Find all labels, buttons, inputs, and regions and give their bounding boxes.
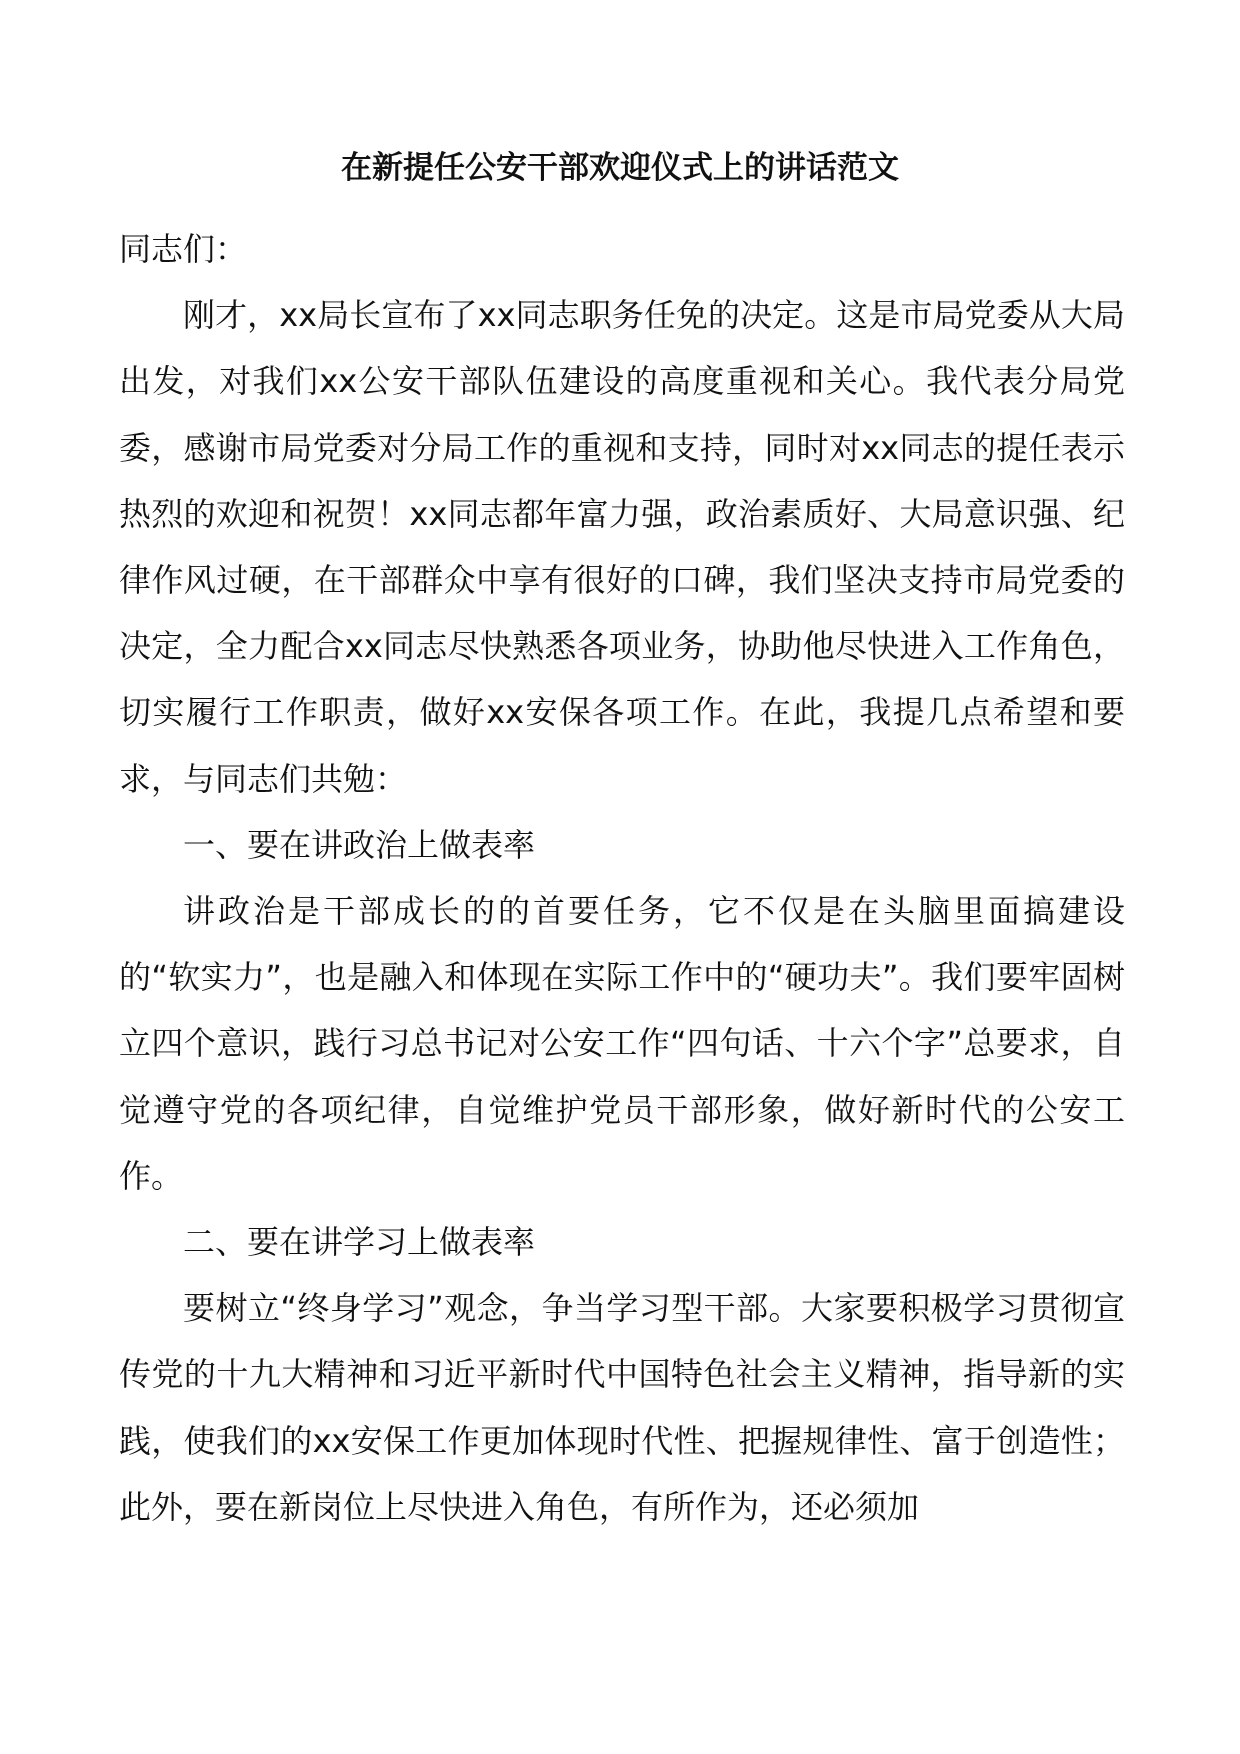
heading-learning: 二、要在讲学习上做表率	[183, 1223, 536, 1262]
paragraph-opening: 刚才，xx局长宣布了xx同志职务任免的决定。这是市局党委从大局出发，对我们xx公安干部队伍建设的高度重视和关心。我代表分局党委，感谢市局党委对分局工作的重视和支持，同时对xx同志的提任表示热烈的欢迎和祝贺！xx同志都年富力强，政治素质好、大局意识强、纪律作风过硬，在干部群众中享有很好的口碑，我们坚决支持市局党委的决定，全力配合xx同志尽快熟悉各项业务，协助他尽快进入工作角色，切实履行工作职责，做好xx安保各项工作。在此，我提几点希望和要求，与同志们共勉：	[119, 296, 1125, 798]
salutation: 同志们：	[119, 230, 248, 268]
paragraph-learning: 要树立“终身学习”观念，争当学习型干部。大家要积极学习贯彻宣传党的十九大精神和习近平新时代中国特色社会主义精神，指导新的实践，使我们的xx安保工作更加体现时代性、把握规律性、富于创造性；此外，要在新岗位上尽快进入角色，有所作为，还必须加	[119, 1289, 1125, 1526]
document-body	[119, 216, 1125, 1540]
paragraph-politics: 讲政治是干部成长的的首要任务，它不仅是在头脑里面搞建设的“软实力”，也是融入和体现在实际工作中的“硬功夫”。我们要牢固树立四个意识，践行习总书记对公安工作“四句话、十六个字”总要求，自觉遵守党的各项纪律，自觉维护党员干部形象，做好新时代的公安工作。	[119, 892, 1125, 1195]
heading-politics: 一、要在讲政治上做表率	[183, 825, 536, 864]
document-title: 在新提任公安干部欢迎仪式上的讲话范文	[341, 150, 899, 186]
